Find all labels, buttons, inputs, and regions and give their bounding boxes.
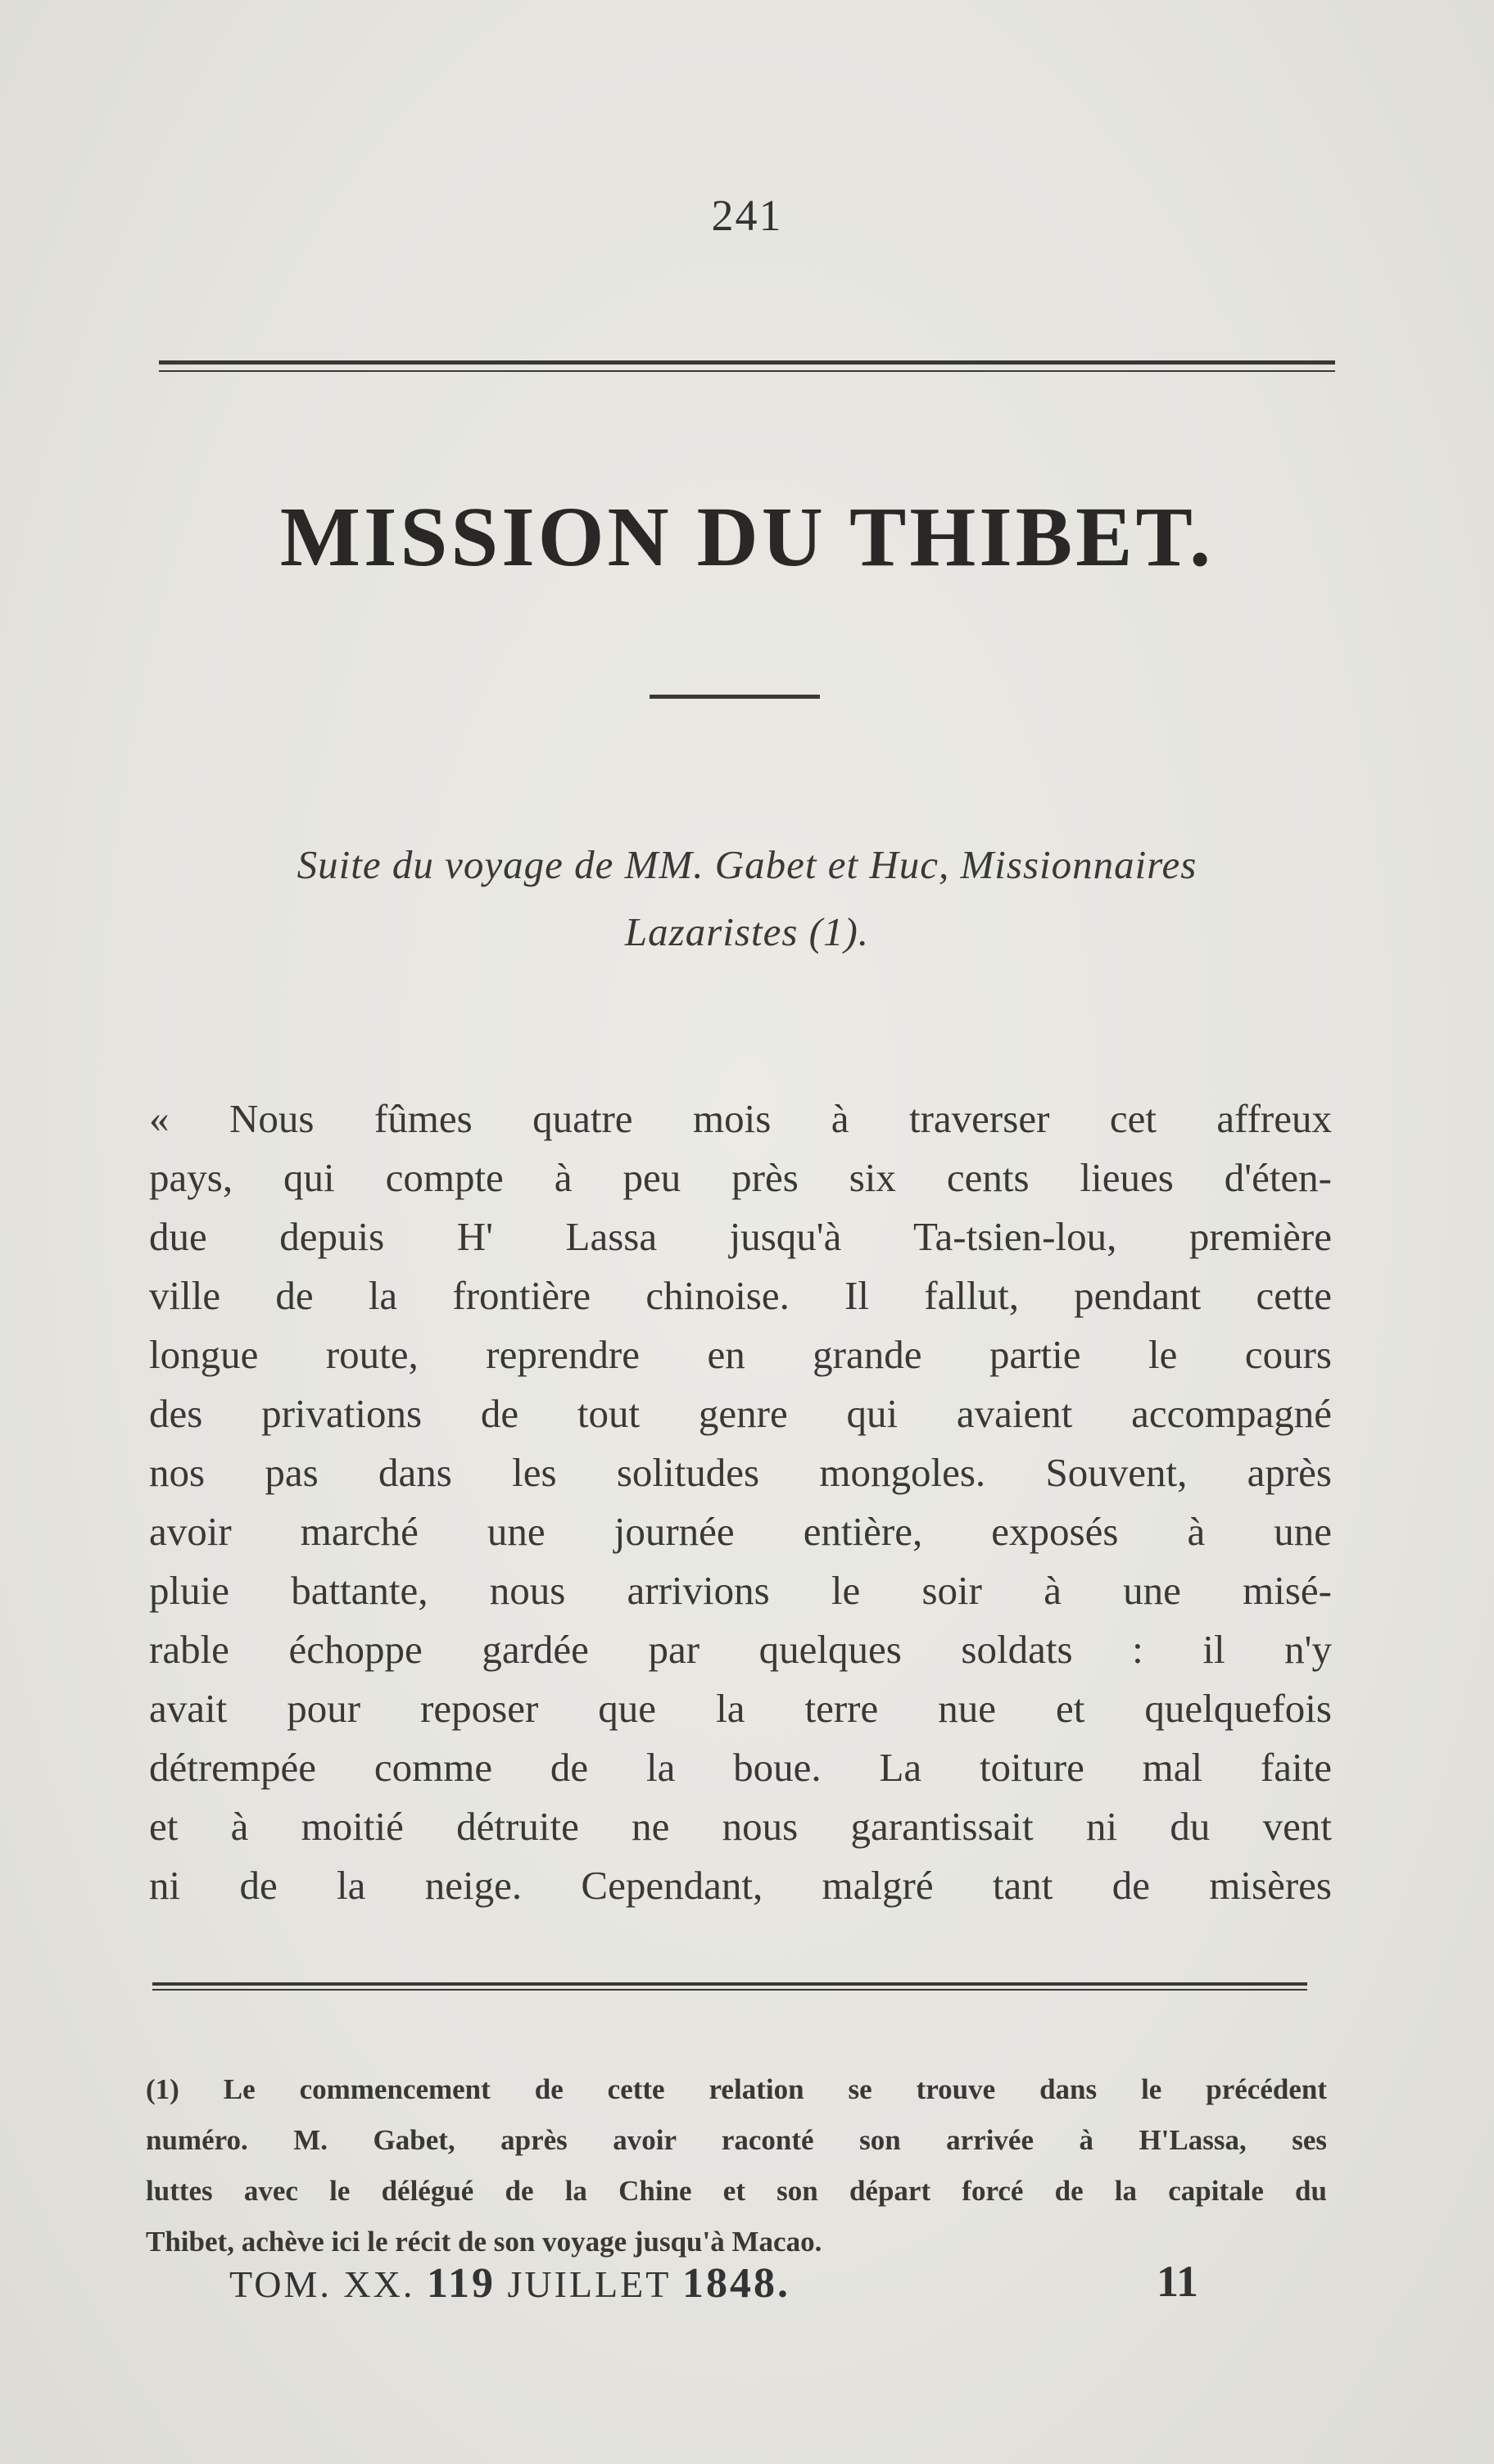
body-paragraph: [149, 1089, 1332, 1915]
signature-month: JUILLET: [507, 2263, 671, 2305]
title-separator-rule: [650, 695, 820, 699]
printer-signature: [229, 2259, 1212, 2308]
page-title: MISSION DU THIBET.: [279, 490, 1215, 584]
body-line: pays, qui compte à peu près six cents lieues d'éten-: [149, 1155, 1332, 1200]
body-line: avoir marché une journée entière, exposés à une: [149, 1509, 1332, 1554]
sheet-number: 11: [1157, 2257, 1199, 2306]
body-line: détrempée comme de la boue. La toiture mal faite: [149, 1745, 1332, 1790]
body-line: rable échoppe gardée par quelques soldats : il n'y: [149, 1627, 1332, 1672]
body-line: longue route, reprendre en grande partie le cours: [149, 1332, 1332, 1377]
signature-year: 1848.: [681, 2260, 790, 2307]
subtitle: [164, 831, 1330, 966]
footnote-double-rule: [152, 1982, 1307, 1991]
body-line: ville de la frontière chinoise. Il fallut, pendant cette: [149, 1273, 1332, 1318]
body-line: « Nous fûmes quatre mois à traverser cet affreux: [149, 1096, 1332, 1141]
footnote-line: luttes avec le délégué de la Chine et son départ forcé de la capitale du: [146, 2175, 1327, 2207]
body-line: due depuis H' Lassa jusqu'à Ta-tsien-lou, première: [149, 1214, 1332, 1259]
body-line: nos pas dans les solitudes mongoles. Souvent, après: [149, 1450, 1332, 1495]
body-line: des privations de tout genre qui avaient accompagné: [149, 1391, 1332, 1436]
body-line: ni de la neige. Cependant, malgré tant de misères: [149, 1863, 1332, 1908]
signature-issue: 119: [426, 2260, 496, 2307]
footnote: [146, 2064, 1327, 2267]
body-line: pluie battante, nous arrivions le soir à une misé-: [149, 1568, 1332, 1613]
signature-volume: TOM. XX.: [229, 2263, 415, 2305]
footnote-line: Thibet, achève ici le récit de son voyage jusqu'à Macao.: [146, 2226, 822, 2258]
header-double-rule: [159, 360, 1335, 372]
footnote-line: (1) Le commencement de cette relation se trouve dans le précédent: [146, 2073, 1327, 2105]
subtitle-line-1: Suite du voyage de MM. Gabet et Huc, Missionnaires: [297, 842, 1197, 887]
page-number: 241: [711, 191, 783, 240]
footnote-line: numéro. M. Gabet, après avoir raconté son arrivée à H'Lassa, ses: [146, 2124, 1327, 2156]
body-line: et à moitié détruite ne nous garantissait ni du vent: [149, 1804, 1332, 1849]
body-line: avait pour reposer que la terre nue et quelquefois: [149, 1686, 1332, 1731]
subtitle-line-2: Lazaristes (1).: [624, 909, 870, 954]
